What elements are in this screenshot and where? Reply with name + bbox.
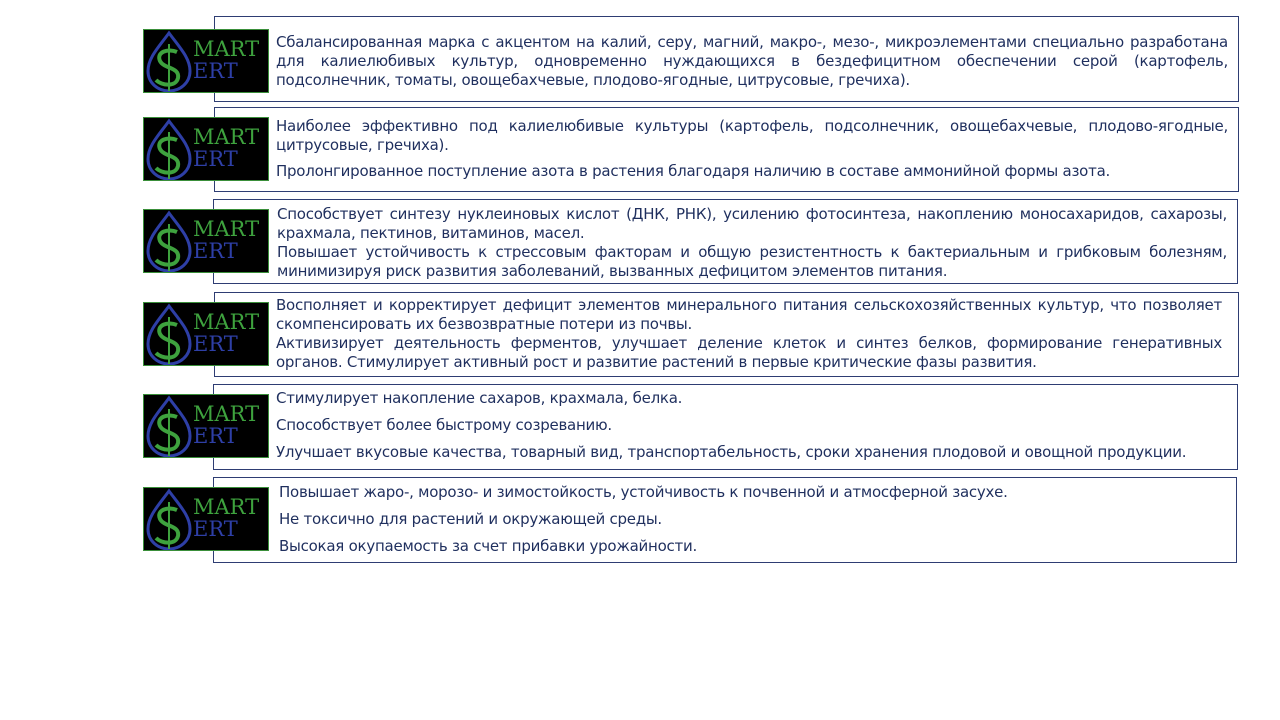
panel-6-paragraph-3: Высокая окупаемость за счет прибавки урожайности.	[279, 537, 698, 555]
info-panel-3	[213, 199, 1238, 284]
panel-2-paragraph-2: Пролонгированное поступление азота в растения благодаря наличию в составе аммонийной формы азота.	[276, 162, 1111, 180]
logo-text-line-2: ERT	[193, 332, 238, 356]
logo-text-line-2: ERT	[193, 59, 238, 83]
logo-text-line-1: MART	[193, 495, 260, 519]
smartsert-logo	[143, 394, 269, 458]
leaf-s-emblem-icon	[144, 210, 194, 273]
logo-text-line-1: MART	[193, 402, 260, 426]
panel-2-paragraph-1: Наиболее эффективно под калиелюбивые культуры (картофель, подсолнечник, овощебахчевые, плодово-ягодные, цитрусовые, гречиха).	[276, 117, 1228, 154]
smartsert-logo	[143, 302, 269, 366]
panel-4-paragraph-2: Активизирует деятельность ферментов, улучшает деление клеток и синтез белков, формирование генеративных органов. Стимулирует активный рост и развитие растений в первые критические фазы развития.	[276, 334, 1222, 371]
panel-6-text	[279, 483, 1219, 556]
smartsert-logo	[143, 29, 269, 93]
panel-3-paragraph-2: Повышает устойчивость к стрессовым факторам и общую резистентность к бактериальным и грибковым болезням, минимизируя риск развития заболеваний, вызванных дефицитом элементов питания.	[277, 243, 1227, 280]
leaf-s-emblem-icon	[144, 118, 194, 181]
panel-5-paragraph-3: Улучшает вкусовые качества, товарный вид, транспортабельность, сроки хранения плодовой и овощной продукции.	[276, 443, 1187, 461]
info-panel-4	[214, 292, 1239, 377]
smartsert-logo	[143, 117, 269, 181]
panel-4-paragraph-1: Восполняет и корректирует дефицит элементов минерального питания сельскохозяйственных культур, что позволяет скомпенсировать их безвозвратные потери из почвы.	[276, 296, 1222, 333]
panel-6-paragraph-1: Повышает жаро-, морозо- и зимостойкость, устойчивость к почвенной и атмосферной засухе.	[279, 483, 1008, 501]
panel-1-paragraph-1: Сбалансированная марка с акцентом на калий, серу, магний, макро-, мезо-, микроэлементами специально разработана для калиелюбивых культур, одновременно нуждающихся в бездефицитном обеспечении серой (картофель, подсолнечник, томаты, овощебахчевые, плодово-ягодные, цитрусовые, гречиха).	[276, 33, 1228, 89]
smartsert-logo	[143, 487, 269, 551]
panel-3-text	[277, 205, 1227, 281]
info-panel-5	[213, 384, 1238, 470]
logo-text-line-2: ERT	[193, 517, 238, 541]
panel-5-paragraph-1: Стимулирует накопление сахаров, крахмала, белка.	[276, 389, 683, 407]
panel-2-text	[276, 117, 1228, 181]
panel-6-paragraph-2: Не токсично для растений и окружающей среды.	[279, 510, 662, 528]
logo-text-line-1: MART	[193, 37, 260, 61]
leaf-s-emblem-icon	[144, 395, 194, 458]
info-panel-6	[213, 477, 1237, 563]
logo-text-line-2: ERT	[193, 239, 238, 263]
logo-text-line-2: ERT	[193, 424, 238, 448]
info-panel-1	[214, 16, 1239, 102]
panel-5-paragraph-2: Способствует более быстрому созреванию.	[276, 416, 612, 434]
panel-3-paragraph-1: Способствует синтезу нуклеиновых кислот (ДНК, РНК), усилению фотосинтеза, накоплению моносахаридов, сахарозы, крахмала, пектинов, витаминов, масел.	[277, 205, 1227, 242]
logo-text-line-1: MART	[193, 310, 260, 334]
info-panel-2	[214, 107, 1239, 192]
logo-text-line-2: ERT	[193, 147, 238, 171]
panel-5-text	[276, 389, 1226, 462]
logo-text-line-1: MART	[193, 125, 260, 149]
smartsert-logo	[143, 209, 269, 273]
panel-1-text	[276, 33, 1228, 90]
leaf-s-emblem-icon	[144, 303, 194, 366]
leaf-s-emblem-icon	[144, 30, 194, 93]
leaf-s-emblem-icon	[144, 488, 194, 551]
panel-4-text	[276, 296, 1222, 372]
logo-text-line-1: MART	[193, 217, 260, 241]
